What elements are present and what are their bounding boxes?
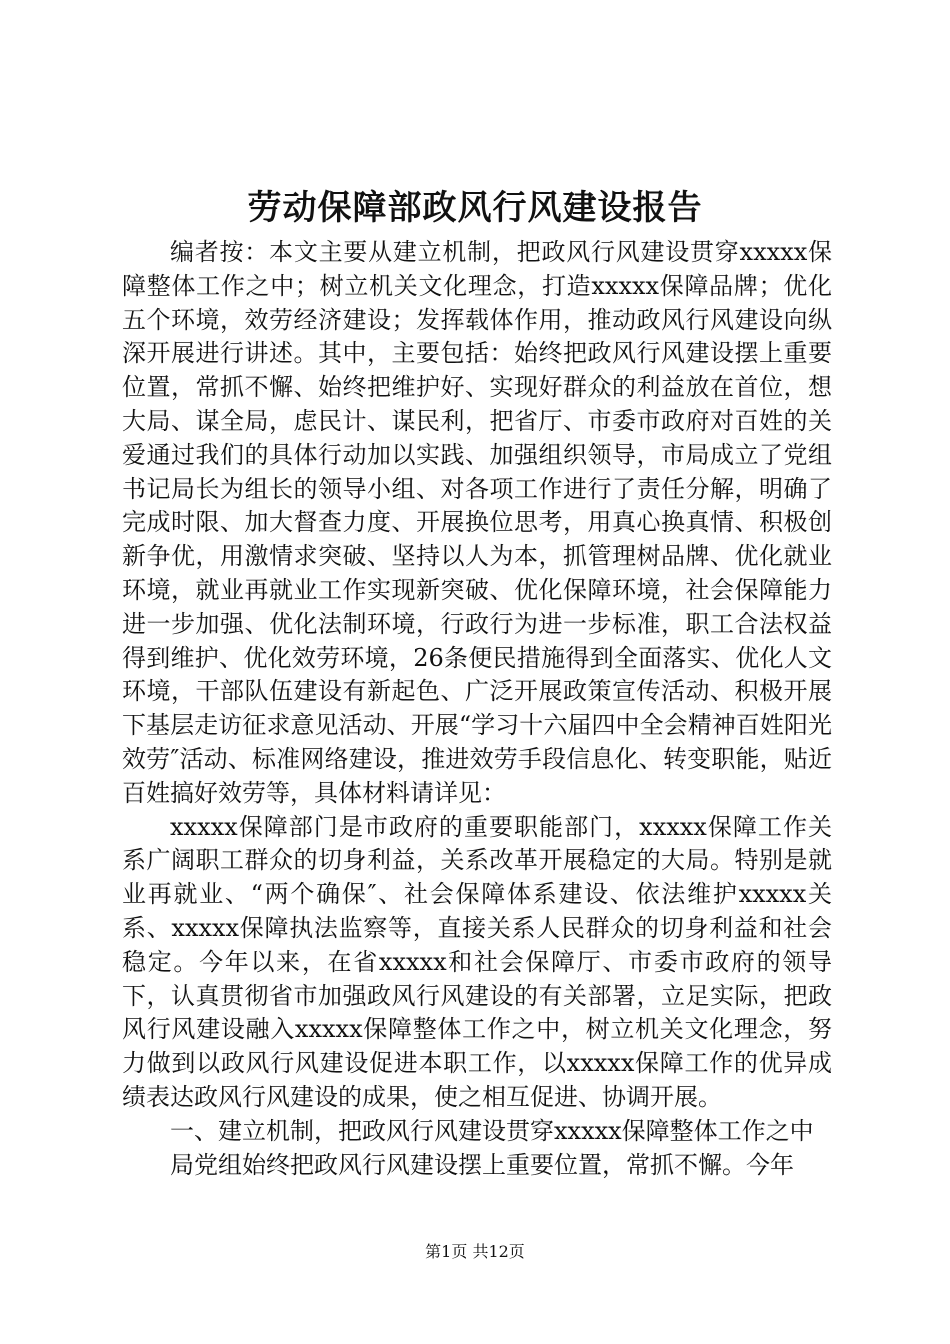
paragraph-section-1: 局党组始终把政风行风建设摆上重要位置，常抓不懈。今年 [170,1150,794,1179]
section-heading-1: 一、建立机制，把政风行风建设贯穿xxxxx保障整体工作之中 [170,1116,814,1145]
document-title: 劳动保障部政风行风建设报告 [247,188,703,228]
paragraph-editor-note: 编者按：本文主要从建立机制，把政风行风建设贯穿xxxxx保障整体工作之中；树立机关文化理念，打造xxxxx保障品牌；优化五个环境，效劳经济建设；发挥载体作用，推动政风行风建设向纵深开展进行讲述。其中，主要包括：始终把政风行风建设摆上重要位置，常抓不懈、始终把维护好、实现好群众的利益放在首位，想大局、谋全局，虑民计、谋民利，把省厅、市委市政府对百姓的关爱通过我们的具体行动加以实践、加强组织领导，市局成立了党组书记局长为组长的领导小组、对各项工作进行了责任分解，明确了完成时限、加大督查力度、开展换位思考，用真心换真情、积极创新争优，用激情求突破、坚持以人为本，抓管理树品牌、优化就业环境，就业再就业工作实现新突破、优化保障环境，社会保障能力进一步加强、优化法制环境，行政行为进一步标准，职工合法权益得到维护、优化效劳环境，26条便民措施得到全面落实、优化人文环境，干部队伍建设有新起色、广泛开展政策宣传活动、积极开展下基层走访征求意见活动、开展“学习十六届四中全会精神百姓阳光效劳″活动、标准网络建设，推进效劳手段信息化、转变职能，贴近百姓搞好效劳等，具体材料请详见： [122,238,832,807]
document-body [122,236,832,1182]
paragraph-intro: xxxxx保障部门是市政府的重要职能部门，xxxxx保障工作关系广阔职工群众的切身利益，关系改革开展稳定的大局。特别是就业再就业、“两个确保″、社会保障体系建设、依法维护xxxxx关系、xxxxx保障执法监察等，直接关系人民群众的切身利益和社会稳定。今年以来，在省xxxxx和社会保障厅、市委市政府的领导下，认真贯彻省市加强政风行风建设的有关部署，立足实际，把政风行风建设融入xxxxx保障整体工作之中，树立机关文化理念，努力做到以政风行风建设促进本职工作，以xxxxx保障工作的优异成绩表达政风行风建设的成果，使之相互促进、协调开展。 [122,812,832,1111]
page-footer: 第1页 共12页 [425,1242,525,1261]
